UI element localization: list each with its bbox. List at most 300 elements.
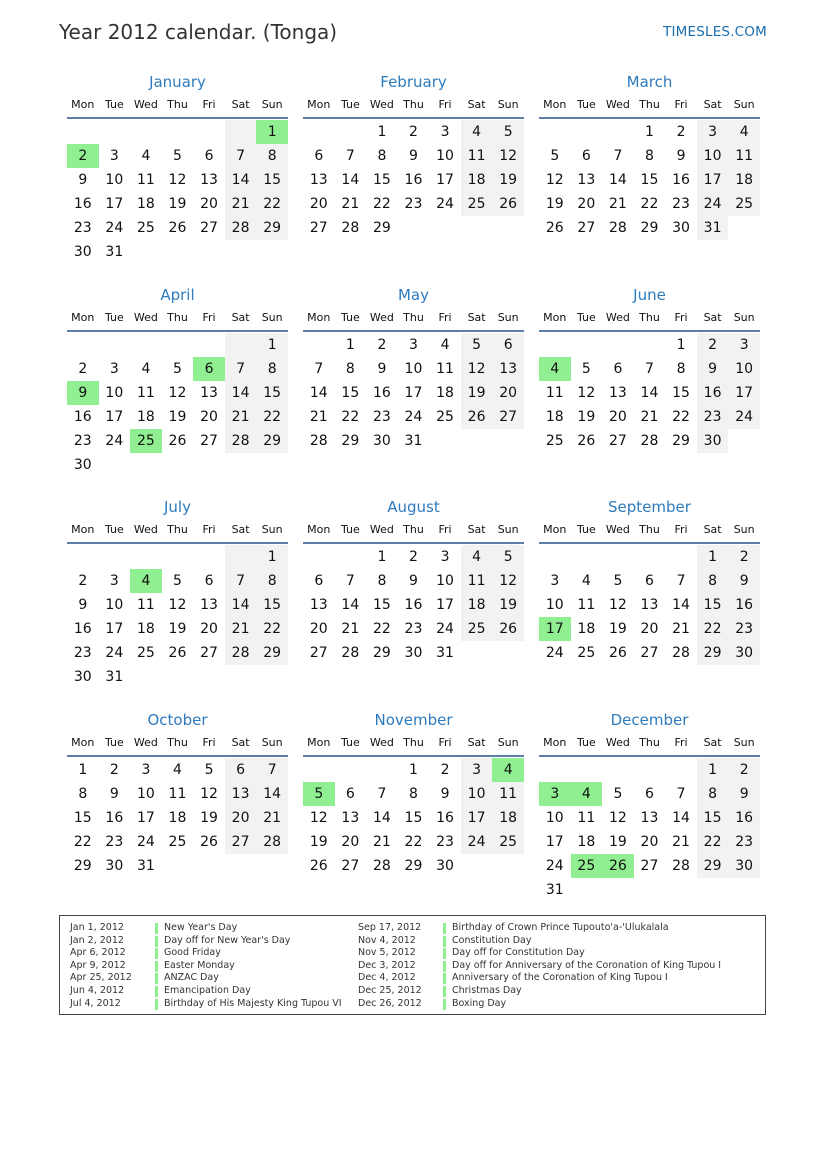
- day-cell[interactable]: 25: [577, 645, 596, 661]
- day-cell[interactable]: 27: [309, 220, 328, 236]
- day-cell[interactable]: 16: [105, 810, 124, 826]
- day-cell[interactable]: 29: [256, 641, 288, 665]
- day-cell[interactable]: 10: [105, 172, 124, 188]
- day-cell[interactable]: 20: [200, 409, 218, 425]
- day-cell[interactable]: 15: [73, 810, 92, 826]
- day-cell[interactable]: 4: [173, 762, 182, 778]
- day-cell[interactable]: 23: [672, 196, 690, 212]
- day-cell[interactable]: 18: [492, 806, 524, 830]
- day-cell[interactable]: 3: [697, 120, 729, 144]
- day-cell[interactable]: 22: [256, 617, 288, 641]
- day-cell[interactable]: 31: [105, 669, 124, 685]
- day-cell[interactable]: 27: [640, 645, 659, 661]
- day-cell[interactable]: 16: [73, 196, 92, 212]
- holiday-day-cell[interactable]: 3: [539, 782, 571, 806]
- day-cell[interactable]: 10: [461, 782, 493, 806]
- day-cell[interactable]: 2: [440, 762, 450, 778]
- day-cell[interactable]: 13: [577, 172, 596, 188]
- day-cell[interactable]: 19: [492, 168, 524, 192]
- day-cell[interactable]: 21: [672, 621, 690, 637]
- day-cell[interactable]: 13: [640, 810, 659, 826]
- day-cell[interactable]: 30: [728, 854, 760, 878]
- day-cell[interactable]: 3: [440, 124, 450, 140]
- day-cell[interactable]: 11: [461, 569, 493, 593]
- day-cell[interactable]: 16: [73, 409, 92, 425]
- day-cell[interactable]: 23: [436, 834, 454, 850]
- day-cell[interactable]: 21: [256, 806, 288, 830]
- day-cell[interactable]: 6: [492, 333, 524, 357]
- day-cell[interactable]: 15: [697, 806, 729, 830]
- day-cell[interactable]: 23: [404, 196, 423, 212]
- day-cell[interactable]: 4: [728, 120, 760, 144]
- day-cell[interactable]: 24: [545, 858, 564, 874]
- day-cell[interactable]: 2: [697, 333, 729, 357]
- day-cell[interactable]: 30: [697, 429, 729, 453]
- day-cell[interactable]: 3: [109, 573, 119, 589]
- day-cell[interactable]: 31: [404, 433, 423, 449]
- day-cell[interactable]: 28: [372, 858, 391, 874]
- day-cell[interactable]: 14: [341, 597, 360, 613]
- day-cell[interactable]: 21: [608, 196, 627, 212]
- day-cell[interactable]: 18: [168, 810, 187, 826]
- day-cell[interactable]: 10: [436, 148, 454, 164]
- day-cell[interactable]: 1: [676, 337, 686, 353]
- day-cell[interactable]: 27: [341, 858, 360, 874]
- day-cell[interactable]: 12: [492, 569, 524, 593]
- day-cell[interactable]: 9: [409, 573, 418, 589]
- day-cell[interactable]: 30: [73, 244, 92, 260]
- day-cell[interactable]: 3: [109, 148, 119, 164]
- day-cell[interactable]: 1: [377, 549, 387, 565]
- day-cell[interactable]: 27: [608, 433, 627, 449]
- day-cell[interactable]: 24: [136, 834, 155, 850]
- day-cell[interactable]: 2: [78, 573, 88, 589]
- day-cell[interactable]: 29: [697, 854, 729, 878]
- day-cell[interactable]: 28: [225, 641, 257, 665]
- day-cell[interactable]: 18: [577, 621, 596, 637]
- day-cell[interactable]: 5: [173, 573, 182, 589]
- day-cell[interactable]: 5: [613, 573, 623, 589]
- day-cell[interactable]: 5: [461, 333, 493, 357]
- day-cell[interactable]: 18: [728, 168, 760, 192]
- day-cell[interactable]: 10: [697, 144, 729, 168]
- day-cell[interactable]: 30: [73, 457, 92, 473]
- day-cell[interactable]: 16: [404, 172, 423, 188]
- day-cell[interactable]: 15: [341, 385, 360, 401]
- day-cell[interactable]: 26: [200, 834, 218, 850]
- day-cell[interactable]: 23: [404, 621, 423, 637]
- day-cell[interactable]: 26: [545, 220, 564, 236]
- day-cell[interactable]: 11: [577, 597, 596, 613]
- day-cell[interactable]: 18: [545, 409, 564, 425]
- day-cell[interactable]: 15: [256, 381, 288, 405]
- day-cell[interactable]: 24: [545, 645, 564, 661]
- day-cell[interactable]: 27: [200, 433, 218, 449]
- day-cell[interactable]: 29: [256, 429, 288, 453]
- day-cell[interactable]: 6: [645, 786, 654, 802]
- day-cell[interactable]: 6: [613, 361, 623, 377]
- day-cell[interactable]: 11: [436, 361, 454, 377]
- day-cell[interactable]: 11: [492, 782, 524, 806]
- day-cell[interactable]: 21: [225, 617, 257, 641]
- day-cell[interactable]: 5: [204, 762, 214, 778]
- holiday-day-cell[interactable]: 5: [303, 782, 335, 806]
- day-cell[interactable]: 13: [309, 172, 328, 188]
- day-cell[interactable]: 24: [404, 409, 423, 425]
- day-cell[interactable]: 19: [168, 621, 187, 637]
- day-cell[interactable]: 27: [225, 830, 257, 854]
- day-cell[interactable]: 12: [168, 597, 187, 613]
- day-cell[interactable]: 18: [577, 834, 596, 850]
- day-cell[interactable]: 29: [697, 641, 729, 665]
- day-cell[interactable]: 19: [608, 834, 627, 850]
- day-cell[interactable]: 31: [697, 216, 729, 240]
- day-cell[interactable]: 28: [341, 220, 360, 236]
- day-cell[interactable]: 17: [105, 196, 124, 212]
- day-cell[interactable]: 17: [461, 806, 493, 830]
- day-cell[interactable]: 25: [168, 834, 187, 850]
- day-cell[interactable]: 18: [136, 196, 155, 212]
- day-cell[interactable]: 22: [697, 617, 729, 641]
- day-cell[interactable]: 13: [341, 810, 360, 826]
- day-cell[interactable]: 4: [581, 573, 591, 589]
- day-cell[interactable]: 3: [109, 361, 119, 377]
- day-cell[interactable]: 29: [640, 220, 659, 236]
- day-cell[interactable]: 19: [309, 834, 328, 850]
- day-cell[interactable]: 14: [225, 593, 257, 617]
- day-cell[interactable]: 17: [136, 810, 155, 826]
- day-cell[interactable]: 12: [168, 385, 187, 401]
- day-cell[interactable]: 29: [372, 220, 391, 236]
- day-cell[interactable]: 22: [697, 830, 729, 854]
- day-cell[interactable]: 22: [256, 192, 288, 216]
- day-cell[interactable]: 25: [461, 192, 493, 216]
- holiday-day-cell[interactable]: 4: [539, 357, 571, 381]
- day-cell[interactable]: 5: [173, 361, 182, 377]
- day-cell[interactable]: 16: [73, 621, 92, 637]
- day-cell[interactable]: 21: [225, 405, 257, 429]
- day-cell[interactable]: 20: [225, 806, 257, 830]
- day-cell[interactable]: 16: [672, 172, 690, 188]
- day-cell[interactable]: 31: [436, 645, 454, 661]
- day-cell[interactable]: 20: [309, 196, 328, 212]
- day-cell[interactable]: 9: [728, 569, 760, 593]
- day-cell[interactable]: 26: [492, 192, 524, 216]
- day-cell[interactable]: 9: [697, 357, 729, 381]
- day-cell[interactable]: 16: [372, 385, 391, 401]
- day-cell[interactable]: 22: [372, 621, 391, 637]
- day-cell[interactable]: 1: [78, 762, 88, 778]
- day-cell[interactable]: 30: [404, 645, 423, 661]
- day-cell[interactable]: 30: [372, 433, 391, 449]
- day-cell[interactable]: 12: [492, 144, 524, 168]
- day-cell[interactable]: 10: [728, 357, 760, 381]
- day-cell[interactable]: 17: [105, 409, 124, 425]
- day-cell[interactable]: 19: [608, 621, 627, 637]
- day-cell[interactable]: 13: [200, 172, 218, 188]
- day-cell[interactable]: 2: [109, 762, 119, 778]
- day-cell[interactable]: 9: [676, 148, 686, 164]
- day-cell[interactable]: 17: [404, 385, 423, 401]
- day-cell[interactable]: 17: [105, 621, 124, 637]
- day-cell[interactable]: 7: [225, 357, 257, 381]
- day-cell[interactable]: 28: [672, 645, 690, 661]
- day-cell[interactable]: 21: [640, 409, 659, 425]
- day-cell[interactable]: 29: [256, 216, 288, 240]
- day-cell[interactable]: 6: [581, 148, 591, 164]
- day-cell[interactable]: 7: [314, 361, 324, 377]
- day-cell[interactable]: 8: [676, 361, 686, 377]
- day-cell[interactable]: 9: [728, 782, 760, 806]
- holiday-day-cell[interactable]: 26: [602, 854, 634, 878]
- day-cell[interactable]: 18: [136, 621, 155, 637]
- day-cell[interactable]: 21: [309, 409, 328, 425]
- day-cell[interactable]: 27: [577, 220, 596, 236]
- day-cell[interactable]: 16: [697, 381, 729, 405]
- day-cell[interactable]: 7: [256, 758, 288, 782]
- day-cell[interactable]: 9: [78, 597, 88, 613]
- day-cell[interactable]: 10: [545, 597, 564, 613]
- day-cell[interactable]: 30: [728, 641, 760, 665]
- day-cell[interactable]: 3: [728, 333, 760, 357]
- day-cell[interactable]: 1: [697, 758, 729, 782]
- day-cell[interactable]: 12: [309, 810, 328, 826]
- day-cell[interactable]: 19: [492, 593, 524, 617]
- day-cell[interactable]: 12: [168, 172, 187, 188]
- day-cell[interactable]: 25: [136, 645, 155, 661]
- day-cell[interactable]: 27: [640, 858, 659, 874]
- day-cell[interactable]: 15: [640, 172, 659, 188]
- day-cell[interactable]: 24: [461, 830, 493, 854]
- day-cell[interactable]: 4: [141, 361, 151, 377]
- day-cell[interactable]: 30: [436, 858, 454, 874]
- day-cell[interactable]: 22: [404, 834, 423, 850]
- day-cell[interactable]: 24: [436, 621, 454, 637]
- day-cell[interactable]: 19: [577, 409, 596, 425]
- day-cell[interactable]: 3: [141, 762, 151, 778]
- day-cell[interactable]: 1: [377, 124, 387, 140]
- day-cell[interactable]: 26: [168, 220, 187, 236]
- day-cell[interactable]: 6: [225, 758, 257, 782]
- day-cell[interactable]: 28: [341, 645, 360, 661]
- day-cell[interactable]: 21: [341, 621, 360, 637]
- day-cell[interactable]: 24: [728, 405, 760, 429]
- day-cell[interactable]: 26: [309, 858, 328, 874]
- day-cell[interactable]: 28: [672, 858, 690, 874]
- day-cell[interactable]: 11: [728, 144, 760, 168]
- day-cell[interactable]: 3: [409, 337, 418, 353]
- day-cell[interactable]: 8: [377, 573, 387, 589]
- day-cell[interactable]: 26: [492, 617, 524, 641]
- day-cell[interactable]: 24: [105, 433, 124, 449]
- day-cell[interactable]: 7: [676, 786, 686, 802]
- day-cell[interactable]: 18: [461, 168, 493, 192]
- day-cell[interactable]: 8: [78, 786, 88, 802]
- day-cell[interactable]: 2: [78, 361, 88, 377]
- day-cell[interactable]: 14: [608, 172, 627, 188]
- day-cell[interactable]: 19: [545, 196, 564, 212]
- day-cell[interactable]: 20: [200, 196, 218, 212]
- day-cell[interactable]: 3: [461, 758, 493, 782]
- day-cell[interactable]: 8: [697, 782, 729, 806]
- day-cell[interactable]: 10: [404, 361, 423, 377]
- day-cell[interactable]: 23: [73, 645, 92, 661]
- day-cell[interactable]: 14: [256, 782, 288, 806]
- day-cell[interactable]: 28: [225, 429, 257, 453]
- day-cell[interactable]: 10: [105, 385, 124, 401]
- day-cell[interactable]: 28: [608, 220, 627, 236]
- day-cell[interactable]: 6: [314, 148, 324, 164]
- day-cell[interactable]: 8: [345, 361, 355, 377]
- day-cell[interactable]: 12: [608, 597, 627, 613]
- day-cell[interactable]: 19: [200, 810, 218, 826]
- day-cell[interactable]: 5: [173, 148, 182, 164]
- day-cell[interactable]: 21: [225, 192, 257, 216]
- day-cell[interactable]: 1: [345, 337, 355, 353]
- day-cell[interactable]: 17: [436, 172, 454, 188]
- day-cell[interactable]: 7: [225, 144, 257, 168]
- day-cell[interactable]: 6: [645, 573, 654, 589]
- day-cell[interactable]: 22: [256, 405, 288, 429]
- day-cell[interactable]: 25: [461, 617, 493, 641]
- day-cell[interactable]: 13: [200, 385, 218, 401]
- day-cell[interactable]: 24: [697, 192, 729, 216]
- day-cell[interactable]: 24: [436, 196, 454, 212]
- day-cell[interactable]: 6: [314, 573, 324, 589]
- day-cell[interactable]: 25: [492, 830, 524, 854]
- day-cell[interactable]: 12: [608, 810, 627, 826]
- day-cell[interactable]: 15: [256, 168, 288, 192]
- day-cell[interactable]: 14: [372, 810, 391, 826]
- day-cell[interactable]: 20: [200, 621, 218, 637]
- day-cell[interactable]: 20: [492, 381, 524, 405]
- holiday-day-cell[interactable]: 25: [130, 429, 162, 453]
- day-cell[interactable]: 8: [256, 144, 288, 168]
- day-cell[interactable]: 8: [409, 786, 418, 802]
- day-cell[interactable]: 15: [256, 593, 288, 617]
- day-cell[interactable]: 23: [728, 617, 760, 641]
- day-cell[interactable]: 14: [225, 381, 257, 405]
- day-cell[interactable]: 3: [550, 573, 560, 589]
- day-cell[interactable]: 5: [550, 148, 560, 164]
- day-cell[interactable]: 7: [676, 573, 686, 589]
- day-cell[interactable]: 23: [73, 220, 92, 236]
- day-cell[interactable]: 25: [436, 409, 454, 425]
- holiday-day-cell[interactable]: 17: [539, 617, 571, 641]
- day-cell[interactable]: 17: [545, 834, 564, 850]
- day-cell[interactable]: 11: [136, 172, 155, 188]
- day-cell[interactable]: 1: [409, 762, 418, 778]
- day-cell[interactable]: 15: [404, 810, 423, 826]
- day-cell[interactable]: 10: [136, 786, 155, 802]
- day-cell[interactable]: 25: [136, 220, 155, 236]
- day-cell[interactable]: 5: [581, 361, 591, 377]
- day-cell[interactable]: 18: [436, 385, 454, 401]
- day-cell[interactable]: 31: [545, 882, 564, 898]
- day-cell[interactable]: 1: [256, 545, 288, 569]
- day-cell[interactable]: 23: [728, 830, 760, 854]
- day-cell[interactable]: 2: [676, 124, 686, 140]
- day-cell[interactable]: 10: [545, 810, 564, 826]
- day-cell[interactable]: 5: [492, 120, 524, 144]
- day-cell[interactable]: 30: [672, 220, 690, 236]
- site-link[interactable]: TIMESLES.COM: [663, 24, 767, 40]
- day-cell[interactable]: 22: [372, 196, 391, 212]
- day-cell[interactable]: 6: [204, 148, 214, 164]
- day-cell[interactable]: 19: [461, 381, 493, 405]
- day-cell[interactable]: 29: [404, 858, 423, 874]
- day-cell[interactable]: 6: [204, 573, 214, 589]
- day-cell[interactable]: 13: [492, 357, 524, 381]
- day-cell[interactable]: 31: [105, 244, 124, 260]
- holiday-day-cell[interactable]: 4: [492, 758, 524, 782]
- day-cell[interactable]: 14: [225, 168, 257, 192]
- day-cell[interactable]: 4: [440, 337, 450, 353]
- day-cell[interactable]: 22: [73, 834, 92, 850]
- day-cell[interactable]: 22: [640, 196, 659, 212]
- day-cell[interactable]: 25: [545, 433, 564, 449]
- day-cell[interactable]: 21: [372, 834, 391, 850]
- holiday-day-cell[interactable]: 4: [130, 569, 162, 593]
- day-cell[interactable]: 2: [377, 337, 387, 353]
- day-cell[interactable]: 7: [377, 786, 387, 802]
- day-cell[interactable]: 14: [672, 810, 690, 826]
- holiday-day-cell[interactable]: 2: [67, 144, 99, 168]
- day-cell[interactable]: 12: [461, 357, 493, 381]
- day-cell[interactable]: 23: [697, 405, 729, 429]
- day-cell[interactable]: 15: [697, 593, 729, 617]
- day-cell[interactable]: 14: [341, 172, 360, 188]
- day-cell[interactable]: 22: [341, 409, 360, 425]
- day-cell[interactable]: 12: [200, 786, 218, 802]
- day-cell[interactable]: 15: [372, 597, 391, 613]
- day-cell[interactable]: 7: [613, 148, 623, 164]
- day-cell[interactable]: 2: [728, 545, 760, 569]
- day-cell[interactable]: 22: [672, 409, 690, 425]
- day-cell[interactable]: 27: [492, 405, 524, 429]
- day-cell[interactable]: 28: [309, 433, 328, 449]
- day-cell[interactable]: 4: [461, 545, 493, 569]
- day-cell[interactable]: 2: [409, 124, 418, 140]
- day-cell[interactable]: 13: [640, 597, 659, 613]
- day-cell[interactable]: 11: [136, 385, 155, 401]
- day-cell[interactable]: 26: [608, 645, 627, 661]
- day-cell[interactable]: 8: [377, 148, 387, 164]
- day-cell[interactable]: 10: [105, 597, 124, 613]
- day-cell[interactable]: 27: [200, 220, 218, 236]
- day-cell[interactable]: 23: [73, 433, 92, 449]
- day-cell[interactable]: 14: [672, 597, 690, 613]
- holiday-day-cell[interactable]: 4: [571, 782, 603, 806]
- day-cell[interactable]: 8: [697, 569, 729, 593]
- holiday-day-cell[interactable]: 9: [67, 381, 99, 405]
- day-cell[interactable]: 7: [345, 573, 355, 589]
- day-cell[interactable]: 16: [728, 806, 760, 830]
- day-cell[interactable]: 15: [372, 172, 391, 188]
- day-cell[interactable]: 2: [409, 549, 418, 565]
- day-cell[interactable]: 1: [697, 545, 729, 569]
- day-cell[interactable]: 5: [613, 786, 623, 802]
- day-cell[interactable]: 20: [341, 834, 360, 850]
- day-cell[interactable]: 7: [345, 148, 355, 164]
- day-cell[interactable]: 29: [672, 433, 690, 449]
- day-cell[interactable]: 30: [73, 669, 92, 685]
- day-cell[interactable]: 20: [640, 621, 659, 637]
- day-cell[interactable]: 13: [200, 597, 218, 613]
- holiday-day-cell[interactable]: 6: [193, 357, 225, 381]
- day-cell[interactable]: 14: [309, 385, 328, 401]
- day-cell[interactable]: 19: [168, 409, 187, 425]
